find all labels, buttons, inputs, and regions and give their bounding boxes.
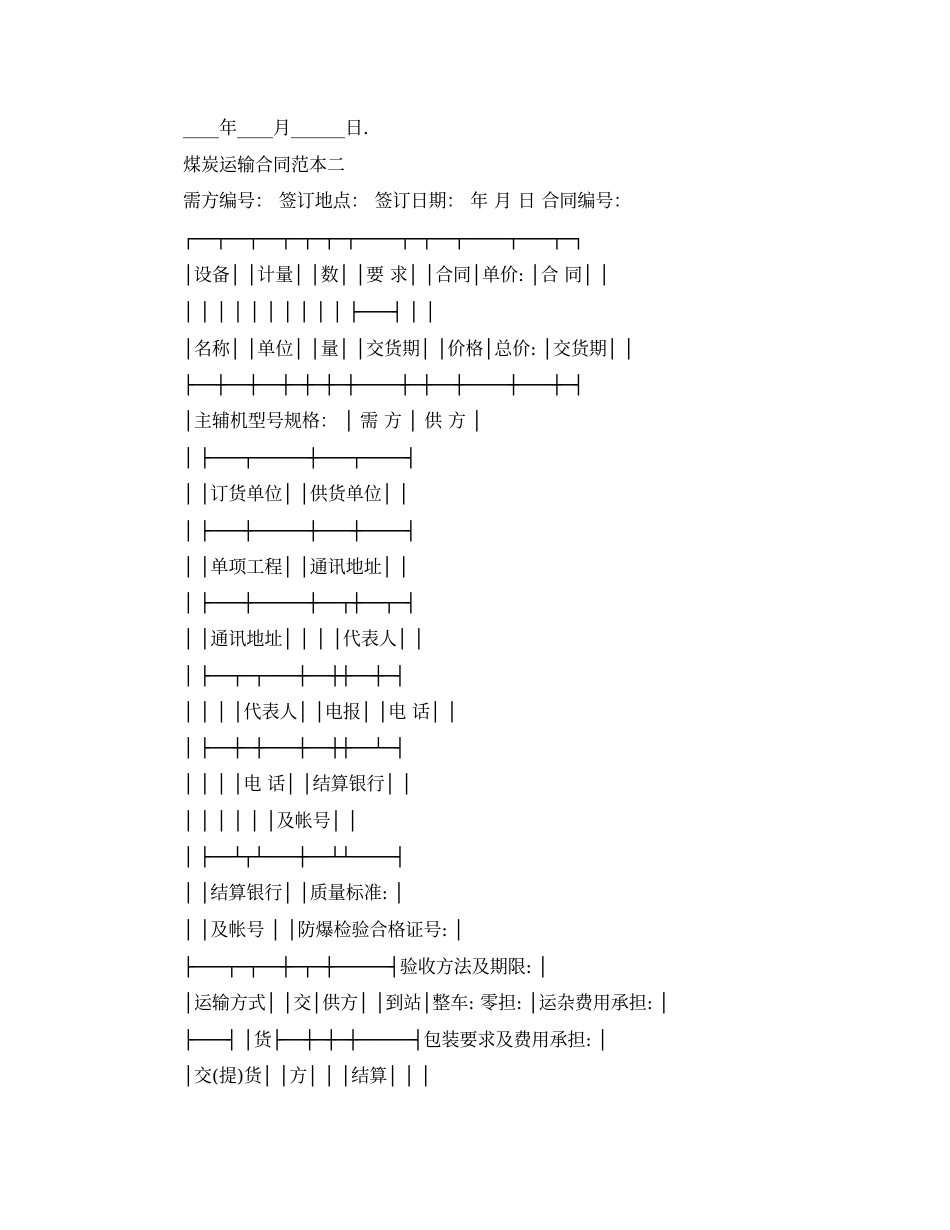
table-line: ┌──┬──┬──┬─┬─┬─┬────┬─┬──┬────┬───┬─┐ [183, 229, 584, 250]
table-line: │ │及帐号 │ │防爆检验合格证号: │ [183, 920, 465, 941]
table-line: │主辅机型号规格： │ 需 方 │ 供 方 │ [183, 411, 483, 432]
header-fields: 需方编号： 签订地点： 签订日期： 年 月 日 合同编号： [183, 191, 632, 212]
table-line: │ │ │ │电 话│ │结算银行│ │ [183, 774, 413, 795]
table-line: │交(提)货│ │方│ │ │结算│ │ │ [183, 1066, 432, 1087]
document-title: 煤炭运输合同范本二 [183, 155, 345, 176]
table-line: │名称│ │单位│ │量│ │交货期│ │价格│总价: │交货期│ │ [183, 339, 635, 360]
table-line: │ ├───┼─────┼──┬┼──┬─┤ [183, 593, 417, 614]
table-line: │ │ │ │ │ │ │ │ │ │ ├───┤ │ │ [183, 302, 436, 323]
table-line: │ ├───┬─────┼───┬────┤ [183, 448, 417, 469]
table-line: │ │订货单位│ │供货单位│ │ [183, 484, 410, 505]
table-line: │ │结算银行│ │质量标准: │ [183, 883, 405, 904]
table-line: │ │通讯地址│ │ │ │代表人│ │ [183, 629, 425, 650]
table-line: │ ├──┼─┼───┼──┼┼──┴─┤ [183, 738, 406, 759]
table-line: │设备│ │计量│ │数│ │要 求│ │合同│单价: │合 同│ │ [183, 265, 610, 286]
table-line: │运输方式│ │交│供方│ │到站│整车: 零担: │运杂费用承担: │ [183, 993, 670, 1014]
table-line: │ ├──┴┬┴───┼──┴┴────┤ [183, 847, 406, 868]
table-line: ├──┼──┼──┼─┼─┼─┼────┼─┼──┼────┼───┼─┤ [183, 375, 584, 396]
table-line: ├───┬─┬──┼─┬─┼─────┤验收方法及期限: │ [183, 957, 549, 978]
table-line: │ ├──┬─┬───┼──┼┼──┼─┤ [183, 666, 406, 687]
table-line: │ │ │ │代表人│ │电报│ │电 话│ │ [183, 702, 458, 723]
table-line: ├───┤ │货├──┼─┼─┼─────┤包装要求及费用承担: │ [183, 1030, 609, 1051]
table-line: │ │单项工程│ │通讯地址│ │ [183, 557, 410, 578]
date-line: ____年____月______日. [183, 118, 369, 139]
table-line: │ ├───┼─────┼───┼────┤ [183, 521, 417, 542]
table-line: │ │ │ │ │ │及帐号│ │ [183, 811, 359, 832]
